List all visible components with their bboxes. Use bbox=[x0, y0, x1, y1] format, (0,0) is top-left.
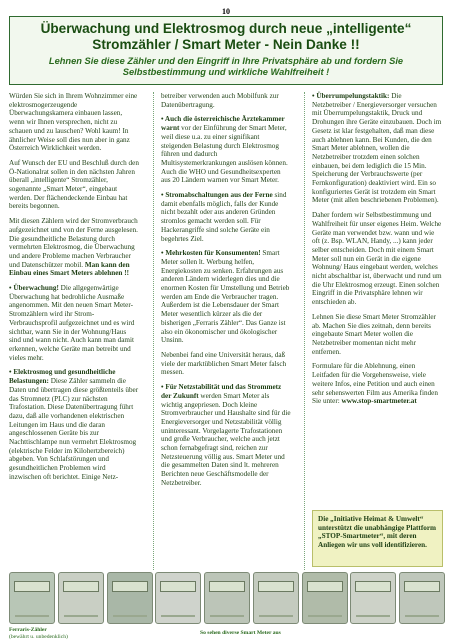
meter-display bbox=[307, 581, 343, 592]
bullet-text: sind damit ebenfalls möglich, falls der Kunde nicht bezahlt oder aus anderen Gründen stromlos gemacht werden soll. Für Hackerangriffe sind solche Geräte ein begehrtes Ziel. bbox=[161, 191, 287, 243]
headline: Überwachung und Elektrosmog durch neue „intelligente“ Stromzähler / Smart Meter - Nein Danke !! bbox=[40, 21, 412, 52]
paragraph: Würden Sie sich in Ihrem Wohnzimmer eine elektrosmogerzeugende Überwachungskamera einbauen lassen, wenn wir Ihnen versprechen, nicht zu schauen und zu lauschen? Wohl kaum! In ähnlicher Weise soll dies nun aber in ganz Österreich Wirklichkeit werden. bbox=[9, 92, 138, 153]
meter-display bbox=[112, 581, 148, 592]
caption-ferraris bbox=[9, 627, 129, 640]
meter-display bbox=[258, 581, 294, 592]
smart-meter-image bbox=[302, 572, 348, 624]
meter-label bbox=[308, 615, 342, 617]
meter-label bbox=[15, 615, 49, 617]
header-box bbox=[9, 16, 443, 85]
meter-label bbox=[161, 615, 195, 617]
meter-display bbox=[160, 581, 196, 592]
paragraph: betreiber verwenden auch Mobilfunk zur Datenübertragung. bbox=[161, 92, 279, 109]
bullet-text: werden Smart Meter als wichtig angepriesen. Doch kleine Stromverbraucher und Haushalte sind für die Energieversorger und Netzstabilität völlig uninteressant. Vorgelagerte Trafostationen und große Verbraucher, welche auch jetzt schon fernabgefragt sind, reichen zur Netzsteuerung völlig aus. Smart Meter und die gesammelten Daten sind lt. mehreren Berichten neue Geschäftsmodelle der Netzbetreiber. bbox=[161, 391, 291, 487]
bullet-item bbox=[161, 383, 291, 487]
emphasis-text: Man kann den Einbau eines Smart Meters ablehnen !! bbox=[9, 260, 130, 278]
meter-display bbox=[63, 581, 99, 592]
ferraris-meter-image bbox=[9, 572, 55, 624]
website-link[interactable]: www.stop-smartmeter.at bbox=[341, 397, 417, 406]
bullet-heading: • Überrumpelungstaktik: bbox=[312, 92, 390, 100]
column-middle bbox=[161, 92, 291, 494]
bullet-text: Die allgegenwärtige Überwachung hat bedrohliche Ausmaße angenommen. Mit den neuen Smart Meter-Stromzählern wird ihr Strom-Verbrauchsprofil aufgezeichnet und es wird sichtbar, wann Sie in der Wohnung/Haus sind und wann nicht. Auch kann man damit erkennen, welche Geräte man betreibt und vieles mehr. bbox=[9, 284, 135, 362]
meter-label bbox=[64, 615, 98, 617]
column-left bbox=[9, 92, 139, 488]
bullet-item bbox=[9, 284, 139, 362]
paragraph bbox=[312, 362, 442, 406]
bullet-item bbox=[312, 92, 442, 205]
meter-label bbox=[113, 615, 147, 617]
bullet-text: Diese Zähler sammeln die Daten und übertragen diese größtenteils über das Stromnetz (PLC) zur nächsten Trafostation. Diese Datenübertragung führt dazu, daß alle vorhandenen elektrischen Leitungen im Haus und die daran angeschlossenen Geräte bis zur Nachttischlampe nun vermehrt Elektrosmog (elektrische Felder im Kilohertzbereich) abgeben. Von Schlafstörungen und gesundheitlichen Problemen wird inzwischen oft berichtet. Einige Netz- bbox=[9, 377, 139, 481]
paragraph: Lehnen Sie diese Smart Meter Stromzähler ab. Machen Sie dies zeitnah, denn bereits eingebaute Smart Meter wollen die Netzbetreiber momentan nicht mehr entfernen. bbox=[312, 312, 436, 356]
caption-title: Ferraris-Zähler bbox=[9, 627, 47, 633]
meter-label bbox=[405, 615, 439, 617]
meter-photo-strip bbox=[9, 572, 443, 624]
bullet-text: vor der Einführung der Smart Meter, weil diese u.a. zu einer signifikant steigenden Belastung durch Elektrosmog führen und dadurch Multisystemerkrankungen auslösen können. Auch die WHO und Gesundheitsexperten aus 20 Ländern warnen vor Smart Meter. bbox=[161, 124, 288, 185]
column-right bbox=[312, 92, 442, 412]
bullet-item bbox=[161, 115, 291, 185]
page-number: 10 bbox=[222, 7, 230, 16]
smart-meter-image bbox=[58, 572, 104, 624]
meter-display bbox=[209, 581, 245, 592]
meter-label bbox=[259, 615, 293, 617]
bullet-text: Smart Meter sollen lt. Werbung helfen, Energiekosten zu senken. Erfahrungen aus anderen Ländern widerlegen dies und die enormen Kosten für Umstellung und Betrieb werden am Ende die Verbraucher tragen. Außerdem ist die Lebensdauer der Smart Meter wesentlich kürzer als die der bisherigen „Ferraris Zähler“. Das Ganze ist also ein ökonomischer und ökologischer Unsinn. bbox=[161, 249, 290, 345]
paragraph-text: Formulare für die Ablehnung, einen Leitfaden für die Vorgehensweise, viele weitere Infos, eine Petition und auch einen sehr sehenswerten Film aus Amerika finden Sie unter: bbox=[312, 362, 438, 406]
bullet-item bbox=[161, 249, 291, 345]
bullet-item bbox=[161, 191, 291, 243]
smart-meter-image bbox=[253, 572, 299, 624]
meter-display bbox=[355, 581, 391, 592]
meter-label bbox=[356, 615, 390, 617]
bullet-heading: • Elektrosmog und gesundheitliche Belastungen: bbox=[9, 368, 116, 386]
column-divider bbox=[153, 92, 154, 570]
paragraph: Auf Wunsch der EU und Beschluß durch den Ö-Nationalrat sollen in den nächsten Jahren überall „intelligente“ Stromzähler, sogenannte „Smart Meter“, eingebaut werden. Der flächendeckende Einbau hat bereits begonnen. bbox=[9, 158, 139, 211]
smart-meter-image bbox=[204, 572, 250, 624]
column-divider bbox=[304, 92, 305, 570]
smart-meter-image bbox=[155, 572, 201, 624]
paragraph-text: Mit diesen Zählern wird der Stromverbrauch aufgezeichnet und von der Ferne ausgelesen. Die gesundheitliche Belastung durch vermehrten Elektrosmog, die Überwachung und andere Probleme machen Verbraucher und Datenschützer mobil. bbox=[9, 217, 138, 269]
smart-meter-image bbox=[399, 572, 445, 624]
bullet-heading: • Überwachung! bbox=[9, 284, 59, 293]
paragraph: Daher fordern wir Selbstbestimmung und Wahlfreiheit für unser eigenes Heim. Welche Geräte man verwendet bzw. wann und wie oft (z. Bsp. WLAN, Handy, ...) kann jeder selber entscheiden. Doch mit einem Smart Meter soll nun ein Gerät in die eigene Wohnung/ Haus eingebaut werden, welches nicht abschaltbar ist, überwacht und rund um die Uhr Elektrosmog erzeugt. Einen solchen Eingriff in die Privatsphäre lehnen wir entschieden ab. bbox=[312, 211, 442, 307]
meter-label bbox=[210, 615, 244, 617]
bullet-heading: • Mehrkosten für Konsumenten! bbox=[161, 249, 261, 258]
caption-smart-meters: So sehen diverse Smart Meter aus bbox=[200, 630, 281, 636]
caption-subtitle: (bewährt u. unbedenklich) bbox=[9, 633, 68, 640]
smart-meter-image bbox=[107, 572, 153, 624]
meter-display bbox=[404, 581, 440, 592]
subheadline: Lehnen Sie diese Zähler und den Eingriff in Ihre Privatsphäre ab und fordern Sie Selbstbestimmung und wirkliche Wahlfreiheit ! bbox=[48, 56, 404, 77]
smart-meter-image bbox=[350, 572, 396, 624]
bullet-heading: • Auch die österreichische Ärztekammer warnt bbox=[161, 115, 285, 133]
paragraph bbox=[9, 217, 139, 278]
paragraph: Nebenbei fand eine Universität heraus, daß viele der marktüblichen Smart Meter falsch messen. bbox=[161, 350, 287, 377]
meter-display bbox=[14, 581, 50, 592]
bullet-heading: • Stromabschaltungen aus der Ferne bbox=[161, 191, 273, 200]
bullet-heading: • Für Netzstabilität und das Strommetz der Zukunft bbox=[161, 383, 282, 400]
callout-box: Die „Initiative Heimat & Umwelt“ unterstützt die unabhängige Plattform „STOP-Smartmeter“, mit deren Anliegen wir uns voll identifizieren. bbox=[312, 510, 443, 567]
bullet-item bbox=[9, 368, 139, 481]
bullet-text: Die Netzbetreiber / Energieversorger versuchen mit Überrumpelungstaktik, Druck und Drohungen ihre Geräte einzubauen. Doch im Gesetz ist klar festgehalten, daß man diese auch ablehnen kann. Bei Kunden, die den Smart Meter ablehnen, wollen die Netzbetreiber trotzdem einen solchen einbauen, bei dem lediglich die 15 Min. Speicherung der Verbrauchswerte (per Fernkonfiguration) deaktiviert wird. Ein so konfiguriertes Gerät ist trotzdem ein Smart Meter (mit allen beschriebenen Problemen). bbox=[312, 92, 442, 205]
